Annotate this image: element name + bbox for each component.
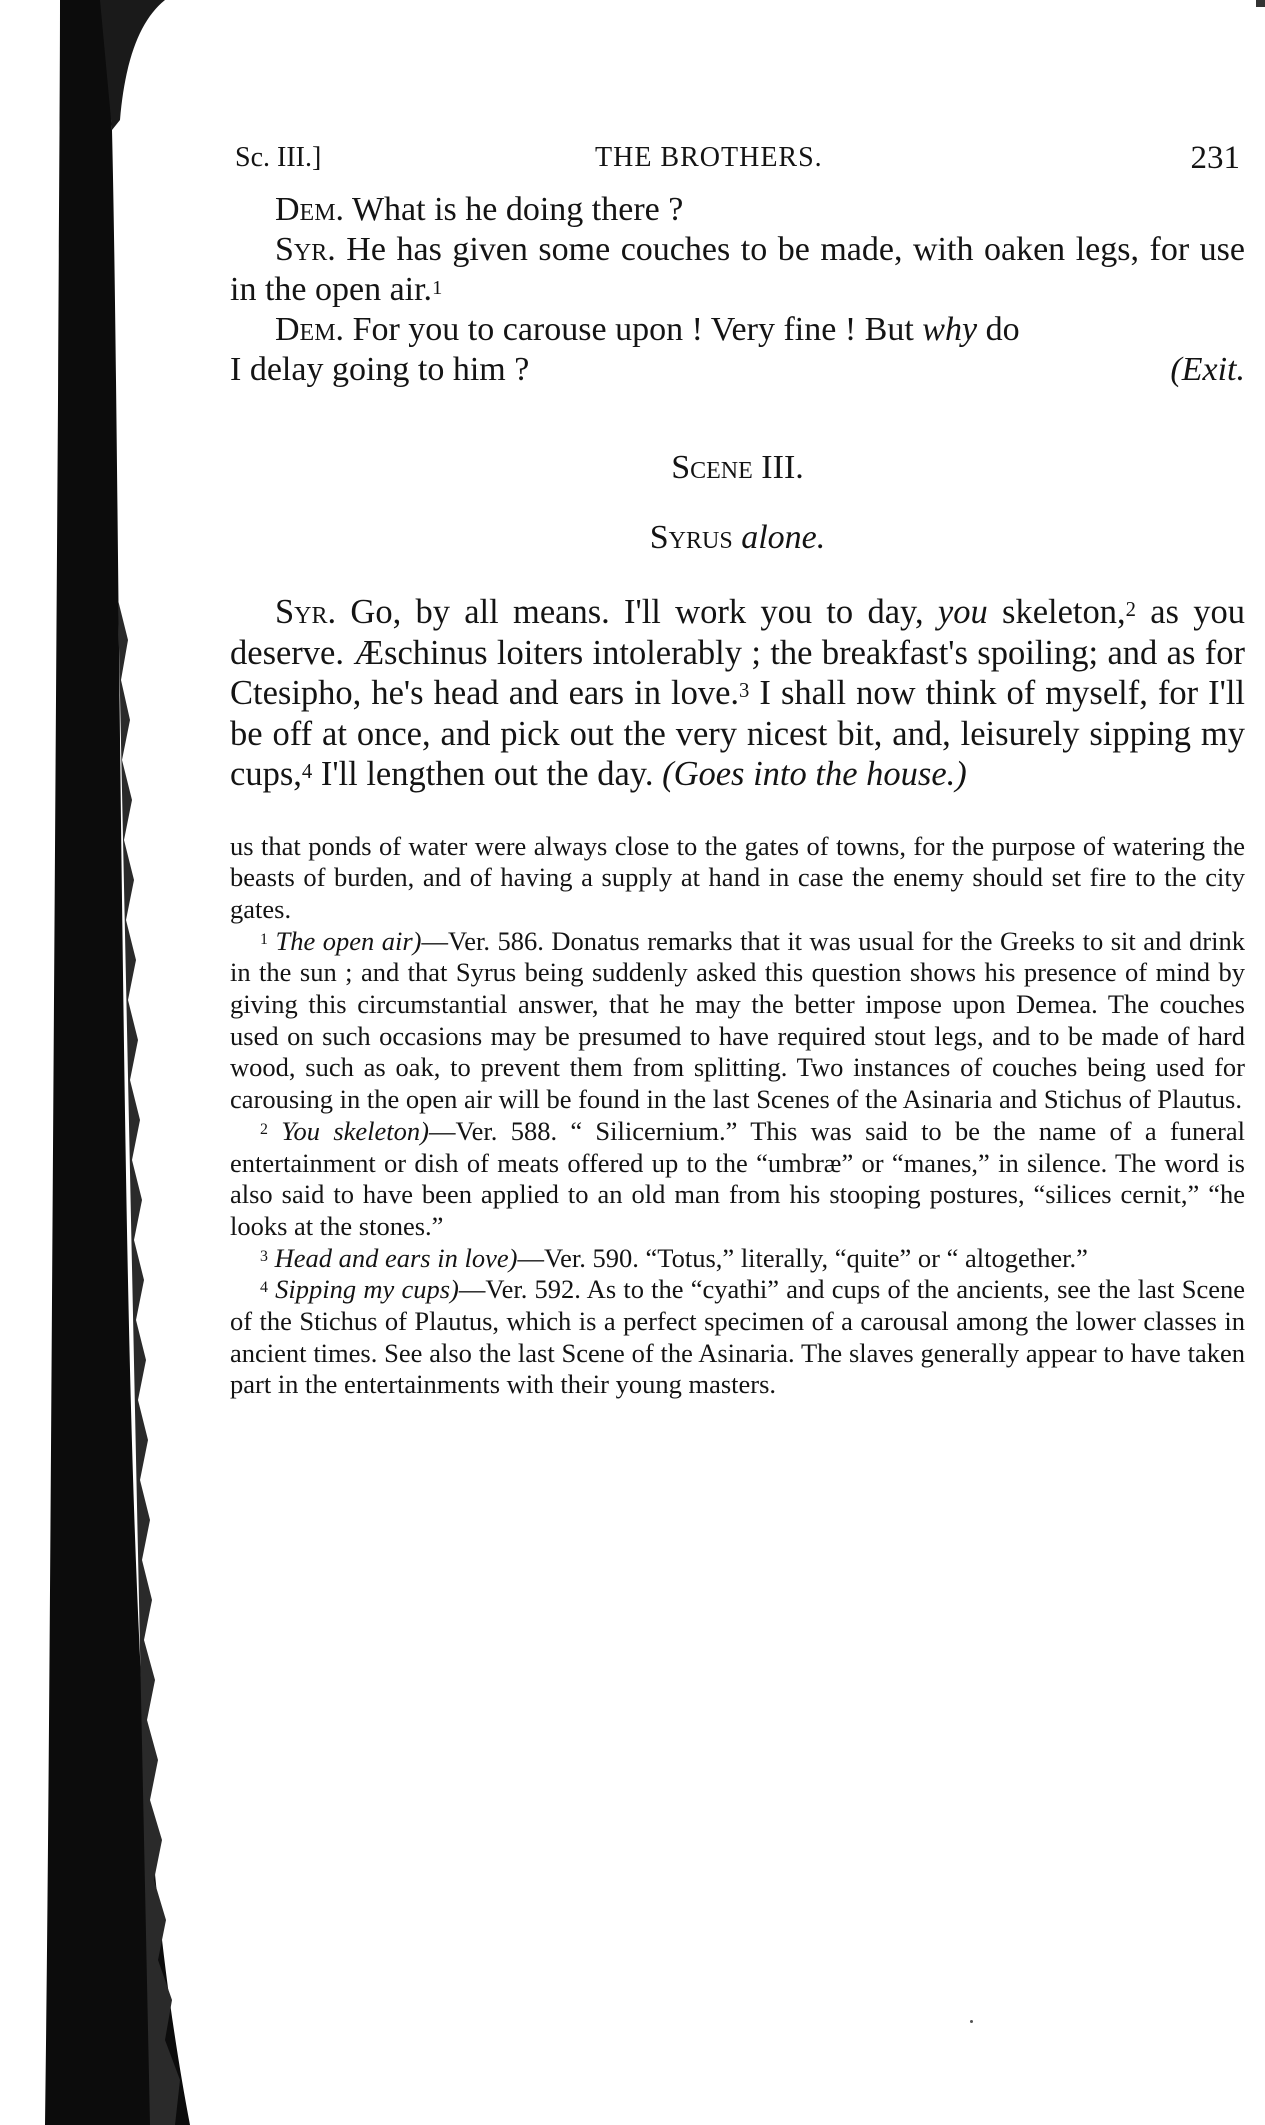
speech-text: I'll lengthen out the day.	[320, 755, 654, 793]
scene-heading	[230, 448, 1245, 488]
stage-direction: (Exit.	[1170, 351, 1245, 388]
dialogue-text: What is he doing there ?	[351, 191, 684, 228]
footnote-number: 2	[260, 1120, 268, 1138]
footnote-number: 4	[260, 1279, 268, 1297]
dialogue-block	[230, 190, 1245, 390]
dialogue-line	[230, 310, 1245, 350]
footnote-lemma: Head and ears in love)	[274, 1242, 518, 1273]
dialogue-text: He has given some couches to be made, with oaken legs, for use in the open air.	[230, 231, 1246, 308]
footnote	[230, 1274, 1245, 1401]
dialogue-line	[230, 190, 1245, 230]
speech-text: as you deserve. Æschinus loiters intolerably ; the breakfast's spoiling; and as for Ctesipho, he's head and ears in love.	[230, 593, 1245, 712]
page-binding-shadow	[0, 0, 205, 2125]
character-note: alone.	[741, 519, 826, 556]
footnote-lemma: Sipping my cups)	[275, 1274, 459, 1305]
scene-subheading	[230, 518, 1245, 558]
speaker-label: Syr.	[275, 593, 337, 631]
footnote-text: —Ver. 590. “Totus,” literally, “quite” or “ altogether.”	[517, 1242, 1088, 1273]
character-name: Syrus	[649, 519, 733, 556]
speaker-label: Dem.	[275, 311, 345, 348]
footnote-ref: 1	[432, 277, 443, 299]
footnote-lemma: You skeleton)	[281, 1115, 429, 1146]
footnote-text: —Ver. 592. As to the “cyathi” and cups of the ancients, see the last Scene of the Stichus of Plautus, which is a perfect specimen of a carousal among the lower classes in ancient times. See also the last Scene of the Asinaria. The slaves generally appear to have taken part in the entertainments with their young masters.	[230, 1274, 1246, 1400]
footnote-ref: 3	[739, 680, 750, 702]
speech-text: Go, by all means. I'll work you to day,	[350, 593, 924, 631]
header-scene-ref: Sc. III.]	[235, 142, 322, 173]
running-header	[230, 130, 1245, 190]
speaker-label: Syr.	[275, 231, 336, 268]
page-number: 231	[1190, 140, 1240, 176]
footnote-number: 3	[260, 1247, 268, 1265]
footnote	[230, 1243, 1245, 1275]
footnote-ref: 4	[301, 761, 313, 783]
ink-speck	[970, 2020, 973, 2023]
speaker-label: Dem.	[275, 191, 345, 228]
speech-emphasis: you	[937, 593, 988, 631]
dialogue-text: For you to carouse upon ! Very fine ! But	[352, 311, 914, 348]
header-title: THE BROTHERS.	[595, 142, 823, 173]
footnote-text: —Ver. 588. “ Silicernium.” This was said to be the name of a funeral entertainment or dish of meats offered up to the “umbræ” or “manes,” in silence. The word is also said to have been applied to an old man from his stooping postures, “silices cernit,” “he looks at the stones.”	[230, 1115, 1245, 1241]
dialogue-text: do	[985, 311, 1020, 348]
dialogue-line	[230, 230, 1245, 310]
scene-number: III.	[761, 449, 804, 486]
speech-text: I shall now think of myself, for I'll be off at once, and pick out the very nicest bit, and, leisurely sipping my cups,	[230, 674, 1245, 793]
footnote-number: 1	[260, 930, 268, 948]
footnote-continuation: us that ponds of water were always close to the gates of towns, for the purpose of watering the beasts of burden, and of having a supply at hand in case the enemy should set fire to the city gates.	[230, 830, 1245, 924]
dialogue-emphasis: why	[922, 311, 978, 348]
footnote	[230, 926, 1245, 1116]
syrus-speech	[230, 592, 1245, 795]
footnote-text: —Ver. 586. Donatus remarks that it was usual for the Greeks to sit and drink in the sun ; and that Syrus being suddenly asked this question shows his presence of mind by giving this circumstantial answer, that he may the better impose upon Demea. The couches used on such occasions may be presumed to have required stout legs, and to be made of hard wood, such as oak, to prevent them from splitting. Two instances of couches being used for carousing in the open air will be found in the last Scenes of the Asinaria and Stichus of Plautus.	[230, 925, 1245, 1115]
speech-text: skeleton,	[1002, 593, 1126, 631]
dialogue-line-exit	[230, 350, 1245, 390]
book-page	[230, 130, 1245, 1401]
stage-direction: (Goes into the house.)	[662, 755, 967, 793]
dialogue-text: I delay going to him ?	[230, 351, 530, 388]
footnote-lemma: The open air)	[275, 925, 422, 956]
footnote	[230, 1116, 1245, 1243]
footnotes	[230, 831, 1245, 1402]
page-corner-mark	[1256, 0, 1265, 7]
footnote-ref: 2	[1125, 599, 1136, 621]
speech-paragraph	[230, 592, 1245, 795]
scene-word: Scene	[671, 449, 753, 486]
